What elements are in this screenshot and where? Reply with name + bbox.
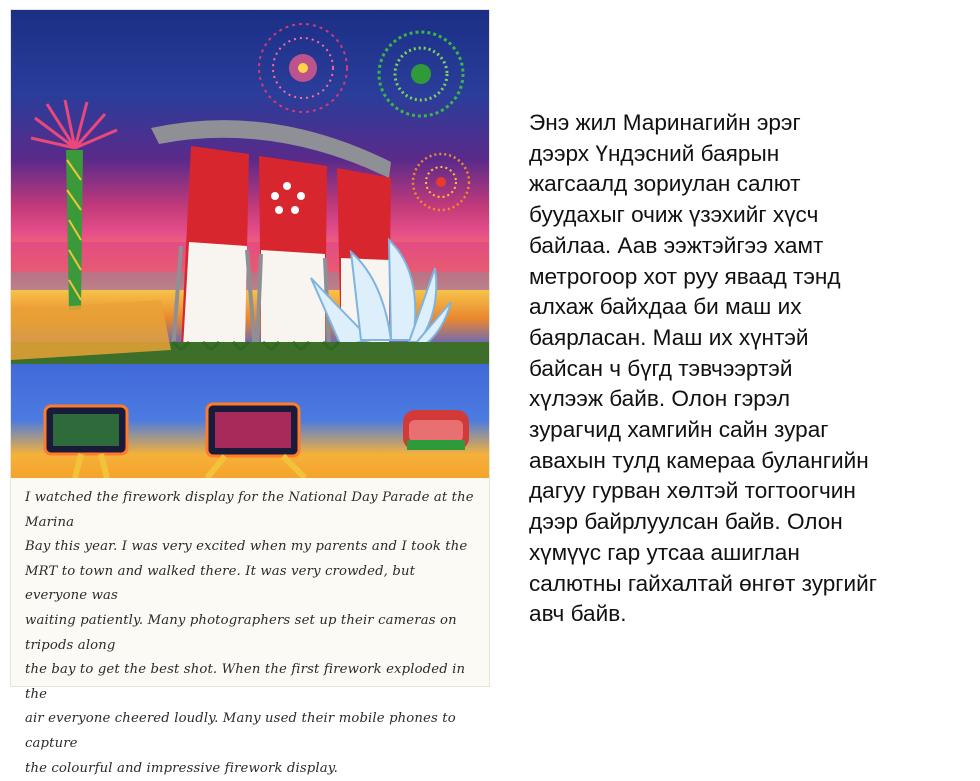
promenade-left	[11, 300, 171, 360]
phone-right	[403, 410, 469, 450]
handwritten-caption: I watched the firework display for the National Day Parade at the Marina Bay this year. I was very excited when my parents and I took the MRT to town and walked there. It was very crowded, but everyone was waiting patiently. Many photographers set up their cameras on tripods along the bay to get the best shot. When the first firework exploded in the air everyone cheered loudly. Many used their mobile phones to capture the colourful and impressive firework display.	[25, 490, 474, 776]
supertree	[66, 150, 83, 310]
drawing-panel	[11, 10, 489, 776]
mongolian-story-text: Энэ жил Маринагийн эрэг дээрх Үндэсний баярын жагсаалд зориулан салют буудахыг очиж үзэхийг хүсч байлаа. Аав ээжтэйгээ хамт метрогоор хот руу яваад тэнд алхаж байхдаа би маш их баярласан. Маш их хүнтэй байсан ч бүгд тэвчээртэй хүлээж байв. Олон гэрэл зурагчид хамгийн сайн зураг авахын тулд камераа булангийн дагуу гурван хөлтэй тогтоогчин дээр байрлуулсан байв. Олон хүмүүс гар утсаа ашиглан салютны гайхалтай өнгөт зургийг авч байв.	[529, 110, 878, 627]
crayon-illustration	[11, 10, 489, 478]
